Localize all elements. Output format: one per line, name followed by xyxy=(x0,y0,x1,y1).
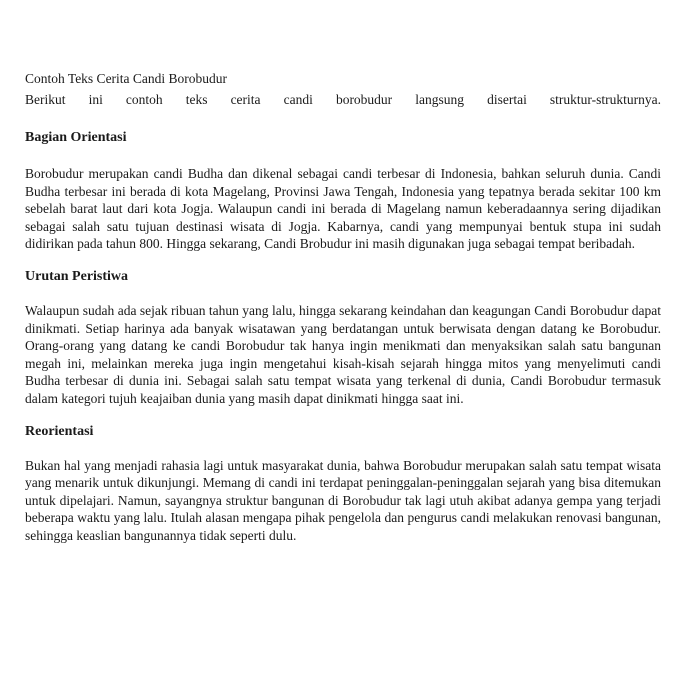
intro-paragraph: Berikut ini contoh teks cerita candi borobudur langsung disertai struktur-strukturnya. xyxy=(25,92,661,107)
document-page xyxy=(25,70,661,545)
section-body-reorientasi: Bukan hal yang menjadi rahasia lagi untuk masyarakat dunia, bahwa Borobudur merupakan salah satu tempat wisata yang menarik untuk dikunjungi. Memang di candi ini terdapat peninggalan-peninggalan sejarah yang bisa ditemukan untuk dipelajari. Namun, sayangnya struktur bangunan di Borobudur tak lagi utuh akibat adanya gempa yang terjadi beberapa waktu yang lalu. Itulah alasan mengapa pihak pengelola dan pengurus candi melakukan renovasi bangunan, sehingga keaslian bangunannya tidak seperti dulu. xyxy=(25,457,661,543)
section-heading-urutan-peristiwa: Urutan Peristiwa xyxy=(25,268,129,284)
section-body-orientasi: Borobudur merupakan candi Budha dan dikenal sebagai candi terbesar di Indonesia, bahkan seluruh dunia. Candi Budha terbesar ini berada di kota Magelang, Provinsi Jawa Tengah, Indonesia yang tepatnya berada sekitar 100 km sebelah barat laut dari kota Jogja. Walaupun candi ini berada di Magelang namun keberadaannya sering dijadikan sebagai salah satu tujuan destinasi wisata di Jogja. Kabarnya, candi yang mempunyai bentuk stupa ini sudah didirikan pada tahun 800. Hingga sekarang, Candi Brobudur ini masih digunakan juga sebagai tempat beribadah. xyxy=(25,166,661,252)
document-title: Contoh Teks Cerita Candi Borobudur xyxy=(25,71,228,86)
section-body-urutan-peristiwa: Walaupun sudah ada sejak ribuan tahun yang lalu, hingga sekarang keindahan dan keagungan Candi Borobudur dapat dinikmati. Setiap harinya ada banyak wisatawan yang berdatangan untuk berwisata dengan datang ke Borobudur. Orang-orang yang datang ke candi Borobudur tak hanya ingin menikmati dan menyaksikan salah satu bangunan megah ini, melainkan mereka juga ingin mengetahui kisah-kisah sejarah hingga mitos yang menyelimuti candi Budha terbesar di dunia ini. Sebagai salah satu tempat wisata yang terkenal di dunia, Candi Borobudur termasuk dalam kategori tujuh keajaiban dunia yang masih dapat dinikmati hingga saat ini. xyxy=(25,302,661,406)
section-heading-orientasi: Bagian Orientasi xyxy=(25,130,127,145)
section-heading-reorientasi: Reorientasi xyxy=(25,423,94,439)
